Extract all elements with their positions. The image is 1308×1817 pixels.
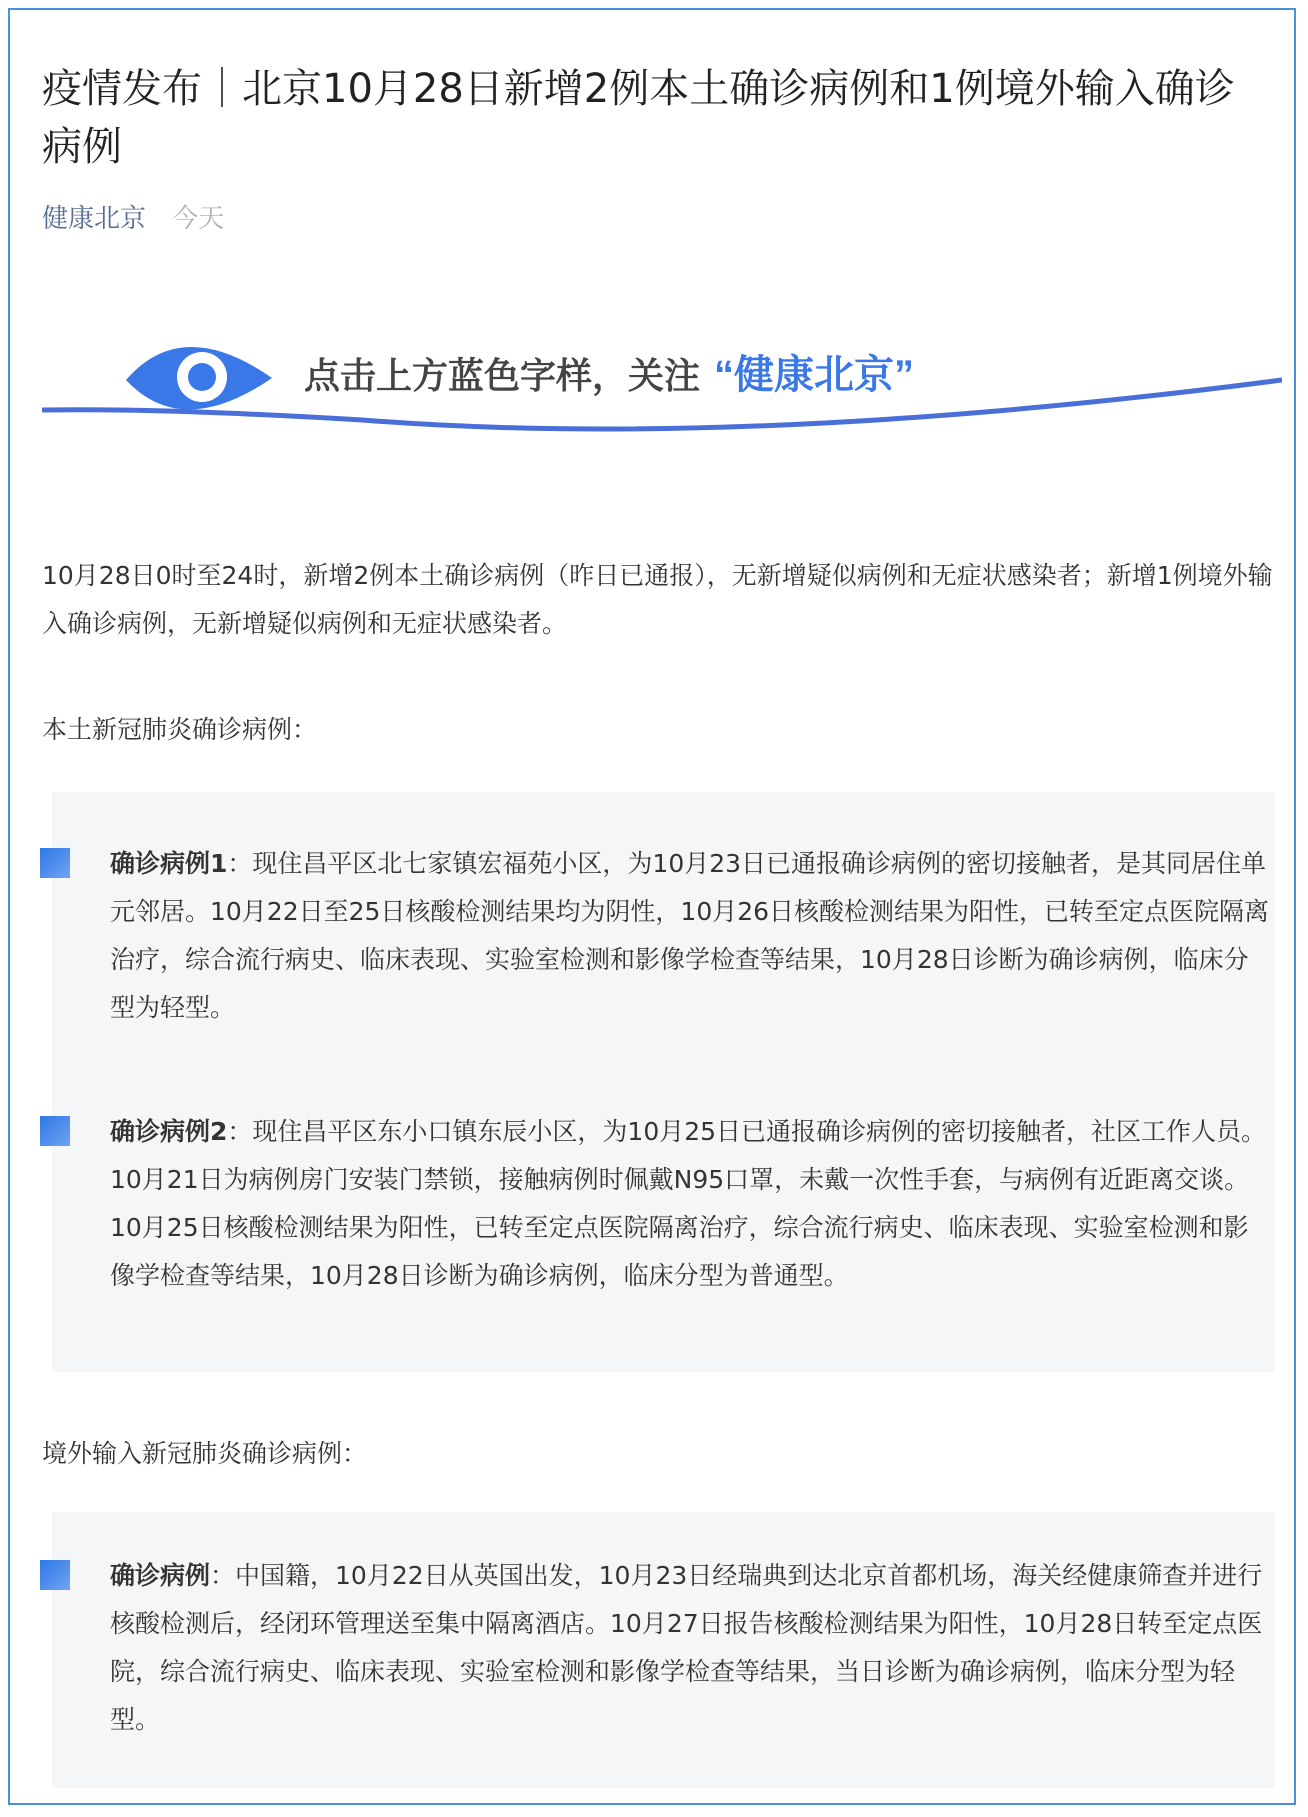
local-section-label: 本土新冠肺炎确诊病例： <box>42 715 318 744</box>
imported-section-label: 境外输入新冠肺炎确诊病例： <box>42 1439 368 1468</box>
bullet-icon <box>40 1560 70 1590</box>
case-title: 确诊病例2 <box>110 1117 228 1146</box>
banner-text-highlight: “健康北京” <box>714 353 914 397</box>
publish-date: 今天 <box>172 204 225 234</box>
article-title: 疫情发布｜北京10月28日新增2例本土确诊病例和1例境外输入确诊病例 <box>42 66 1235 170</box>
article-meta <box>42 202 224 236</box>
article-frame <box>8 8 1296 1805</box>
case-body: ：现住昌平区北七家镇宏福苑小区，为10月23日已通报确诊病例的密切接触者，是其同居住单元邻居。10月22日至25日核酸检测结果均为阴性，10月26日核酸检测结果为阳性，已转至定点医院隔离治疗，综合流行病史、临床表现、实验室检测和影像学检查等结果，10月28日诊断为确诊病例，临床分型为轻型。 <box>110 849 1270 1022</box>
bullet-icon <box>40 848 70 878</box>
follow-banner[interactable] <box>42 340 1282 490</box>
banner-graphic <box>42 340 1282 490</box>
imported-cases-box <box>52 1512 1274 1788</box>
case-text <box>110 1108 1270 1300</box>
eye-icon <box>126 347 272 410</box>
intro-paragraph: 10月28日0时至24时，新增2例本土确诊病例（昨日已通报），无新增疑似病例和无症状感染者；新增1例境外输入确诊病例，无新增疑似病例和无症状感染者。 <box>42 561 1273 638</box>
case-title: 确诊病例1 <box>110 849 228 878</box>
case-text <box>110 840 1270 1032</box>
case-body: ：中国籍，10月22日从英国出发，10月23日经瑞典到达北京首都机场，海关经健康筛查并进行核酸检测后，经闭环管理送至集中隔离酒店。10月27日报告核酸检测结果为阳性，10月28日转至定点医院，综合流行病史、临床表现、实验室检测和影像学检查等结果，当日诊断为确诊病例，临床分型为轻型。 <box>110 1561 1263 1734</box>
case-text <box>110 1552 1270 1744</box>
bullet-icon <box>40 1116 70 1146</box>
case-body: ：现住昌平区东小口镇东辰小区，为10月25日已通报确诊病例的密切接触者，社区工作人员。10月21日为病例房门安装门禁锁，接触病例时佩戴N95口罩，未戴一次性手套，与病例有近距离交谈。10月25日核酸检测结果为阳性，已转至定点医院隔离治疗，综合流行病史、临床表现、实验室检测和影像学检查等结果，10月28日诊断为确诊病例，临床分型为普通型。 <box>110 1117 1267 1290</box>
case-title: 确诊病例 <box>110 1561 211 1590</box>
author-link[interactable]: 健康北京 <box>42 204 147 234</box>
local-cases-box <box>52 792 1274 1372</box>
banner-text-prefix: 点击上方蓝色字样，关注 <box>304 355 701 396</box>
